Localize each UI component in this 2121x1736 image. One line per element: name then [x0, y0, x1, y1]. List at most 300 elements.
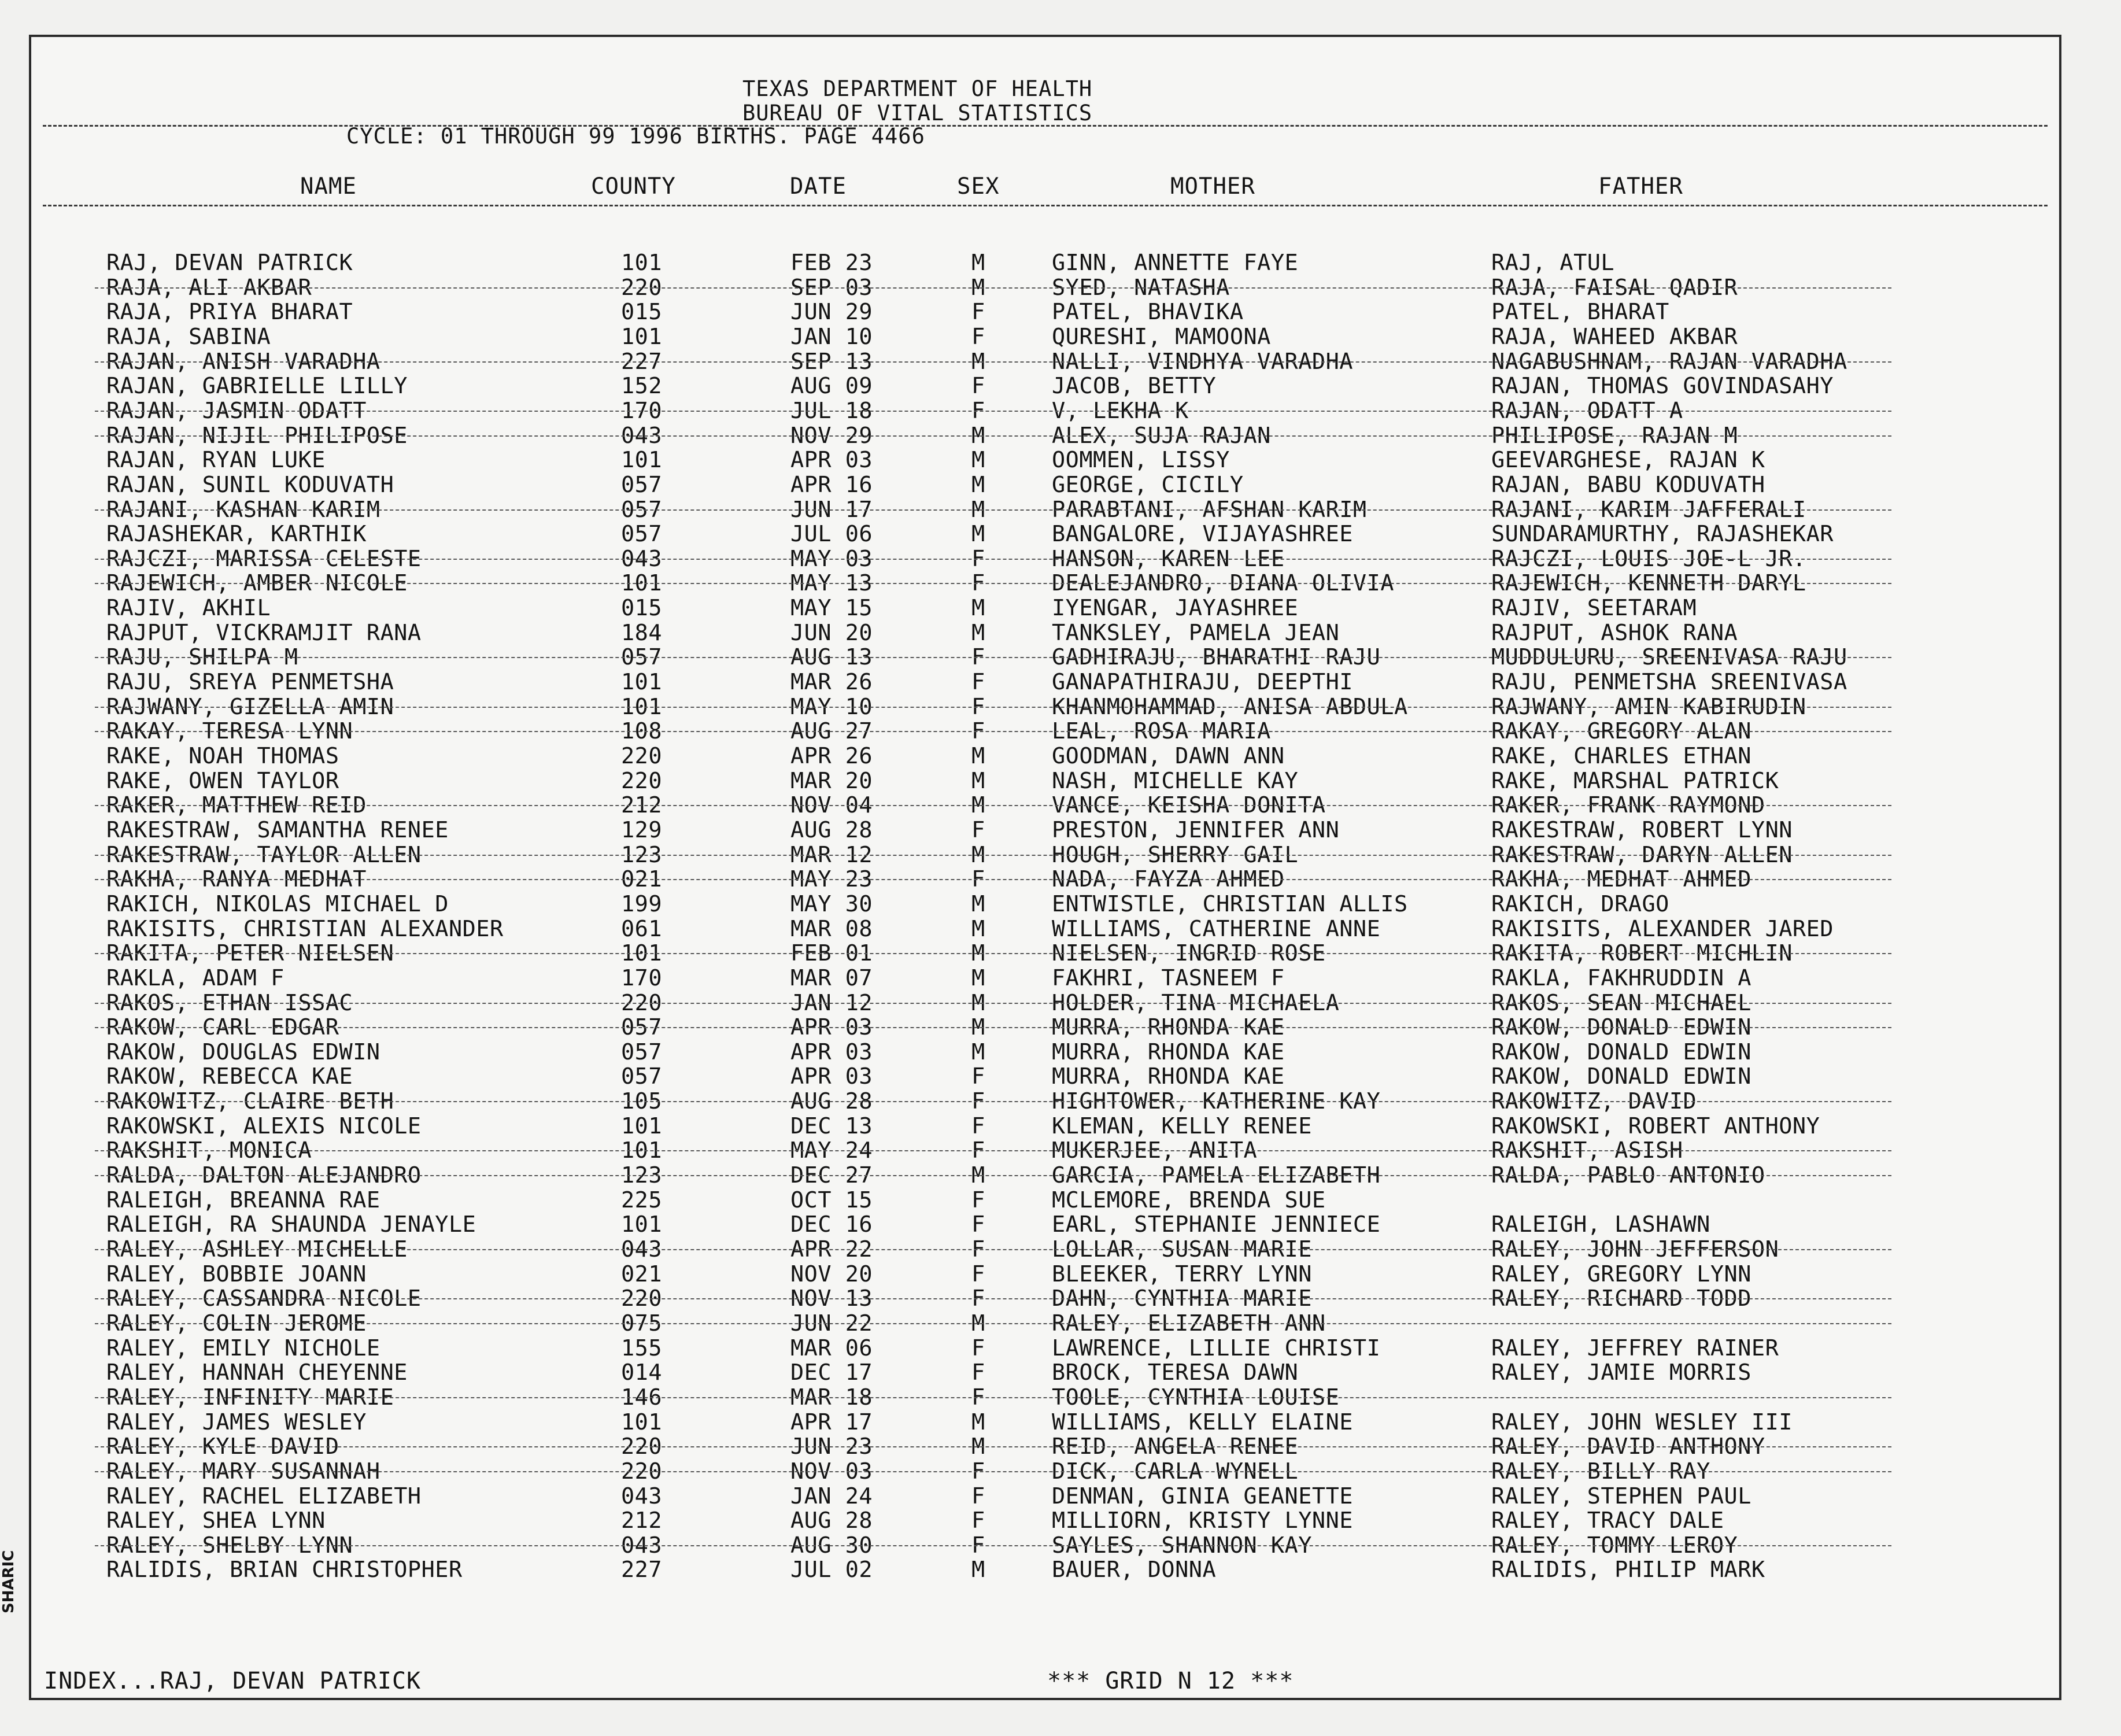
cell-name: RAKESTRAW, TAYLOR ALLEN [106, 841, 422, 868]
cell-father: RAKSHIT, ASISH [1491, 1137, 1683, 1164]
cell-mother: PATEL, BHAVIKA [1052, 299, 1244, 326]
cell-sex: F [971, 1113, 985, 1139]
cell-sex: M [971, 595, 985, 622]
table-row [31, 1039, 2059, 1064]
cell-name: RALEY, HANNAH CHEYENNE [106, 1360, 408, 1386]
cell-sex: F [971, 644, 985, 671]
cell-sex: F [971, 1187, 985, 1213]
cell-county: 057 [621, 496, 663, 523]
cell-date: NOV 03 [790, 1458, 873, 1484]
cell-mother: DAHN, CYNTHIA MARIE [1052, 1286, 1312, 1312]
cell-sex: M [971, 940, 985, 967]
cell-sex: F [971, 1335, 985, 1361]
cell-name: RAJASHEKAR, KARTHIK [106, 521, 367, 548]
cell-date: NOV 20 [790, 1261, 873, 1287]
table-row [31, 521, 2059, 546]
cell-county: 101 [621, 1409, 663, 1435]
cell-county: 146 [621, 1384, 663, 1410]
side-label: SHARIC [0, 1550, 17, 1613]
cell-date: NOV 29 [790, 422, 873, 449]
cell-sex: M [971, 250, 985, 276]
row-separator [95, 287, 1891, 289]
table-row [31, 275, 2059, 300]
cell-mother: BANGALORE, VIJAYASHREE [1052, 521, 1353, 548]
cell-county: 057 [621, 1039, 663, 1065]
cell-sex: F [971, 1261, 985, 1287]
cell-date: APR 17 [790, 1409, 873, 1435]
cell-sex: M [971, 841, 985, 868]
cell-mother: NADA, FAYZA AHMED [1052, 866, 1285, 893]
cell-mother: BLEEKER, TERRY LYNN [1052, 1261, 1312, 1287]
cell-father: RAJU, PENMETSHA SREENIVASA [1491, 669, 1847, 696]
table-row [31, 817, 2059, 842]
table-row [31, 1137, 2059, 1162]
cell-father: RAKESTRAW, ROBERT LYNN [1491, 817, 1793, 843]
cell-county: 212 [621, 792, 663, 819]
cell-date: JUN 29 [790, 299, 873, 326]
cell-sex: F [971, 1286, 985, 1312]
cell-county: 043 [621, 1236, 663, 1262]
cell-county: 220 [621, 767, 663, 794]
table-row [31, 718, 2059, 743]
cell-mother: IYENGAR, JAYASHREE [1052, 595, 1299, 622]
table-row [31, 1434, 2059, 1458]
cell-name: RALEY, CASSANDRA NICOLE [106, 1286, 422, 1312]
cell-mother: ENTWISTLE, CHRISTIAN ALLIS [1052, 891, 1408, 917]
cell-date: APR 03 [790, 1039, 873, 1065]
row-separator [95, 435, 1891, 437]
cell-father: RAJCZI, LOUIS JOE-L JR. [1491, 545, 1806, 572]
cell-father: RAJANI, KARIM JAFFERALI [1491, 496, 1806, 523]
cell-date: AUG 13 [790, 644, 873, 671]
table-row [31, 595, 2059, 620]
cell-mother: BAUER, DONNA [1052, 1557, 1217, 1583]
row-separator [95, 707, 1891, 708]
table-row [31, 1014, 2059, 1039]
cell-date: AUG 27 [790, 718, 873, 745]
cell-father: RAKE, MARSHAL PATRICK [1491, 767, 1779, 794]
cell-mother: HOLDER, TINA MICHAELA [1052, 989, 1340, 1016]
cell-county: 015 [621, 595, 663, 622]
row-separator [95, 879, 1891, 880]
table-row [31, 743, 2059, 768]
row-separator [95, 1249, 1891, 1250]
cell-date: APR 16 [790, 471, 873, 498]
row-separator [95, 1027, 1891, 1028]
cell-name: RALEY, COLIN JEROME [106, 1310, 367, 1336]
cell-name: RAJANI, KASHAN KARIM [106, 496, 380, 523]
table-row [31, 1335, 2059, 1360]
cell-date: APR 03 [790, 1063, 873, 1090]
cell-father: RAKESTRAW, DARYN ALLEN [1491, 841, 1793, 868]
cell-father: RALEY, JOHN JEFFERSON [1491, 1236, 1779, 1262]
table-row [31, 472, 2059, 497]
table-row [31, 570, 2059, 595]
table-row [31, 546, 2059, 571]
cell-date: AUG 30 [790, 1532, 873, 1558]
cell-name: RAKITA, PETER NIELSEN [106, 940, 394, 967]
cell-mother: FAKHRI, TASNEEM F [1052, 965, 1285, 991]
table-row [31, 1211, 2059, 1236]
cell-county: 043 [621, 422, 663, 449]
table-row [31, 423, 2059, 448]
cell-father: RAKAY, GREGORY ALAN [1491, 718, 1752, 745]
cell-county: 212 [621, 1508, 663, 1534]
cell-mother: MURRA, RHONDA KAE [1052, 1063, 1285, 1090]
cell-mother: MILLIORN, KRISTY LYNNE [1052, 1508, 1353, 1534]
cell-sex: M [971, 521, 985, 548]
cell-date: OCT 15 [790, 1187, 873, 1213]
cell-name: RALDA, DALTON ALEJANDRO [106, 1162, 422, 1189]
cell-name: RAJA, ALI AKBAR [106, 274, 312, 301]
cell-sex: F [971, 1508, 985, 1534]
cell-mother: GANAPATHIRAJU, DEEPTHI [1052, 669, 1353, 696]
cell-name: RAKHA, RANYA MEDHAT [106, 866, 367, 893]
cell-date: APR 03 [790, 1014, 873, 1041]
cell-name: RAKICH, NIKOLAS MICHAEL D [106, 891, 449, 917]
cell-father: RAKOW, DONALD EDWIN [1491, 1039, 1752, 1065]
table-row [31, 916, 2059, 941]
cell-sex: M [971, 447, 985, 474]
table-row [31, 694, 2059, 719]
cell-mother: PRESTON, JENNIFER ANN [1052, 817, 1340, 843]
cell-name: RAJIV, AKHIL [106, 595, 271, 622]
cell-county: 043 [621, 545, 663, 572]
cell-mother: GADHIRAJU, BHARATHI RAJU [1052, 644, 1381, 671]
table-row [31, 447, 2059, 472]
cell-sex: M [971, 891, 985, 917]
row-separator [95, 1150, 1891, 1151]
table-row [31, 842, 2059, 867]
cell-sex: M [971, 743, 985, 769]
index-footer: INDEX...RAJ, DEVAN PATRICK [44, 1668, 422, 1694]
cell-date: FEB 01 [790, 940, 873, 967]
cell-date: MAY 24 [790, 1137, 873, 1164]
cell-date: AUG 28 [790, 817, 873, 843]
column-header-divider [43, 205, 2048, 206]
cell-mother: SYED, NATASHA [1052, 274, 1230, 301]
cell-sex: F [971, 299, 985, 326]
table-row [31, 1162, 2059, 1187]
cell-county: 101 [621, 1137, 663, 1164]
col-header-mother: MOTHER [1170, 173, 1255, 200]
table-row [31, 1557, 2059, 1582]
row-separator [95, 657, 1891, 658]
cell-date: JUN 22 [790, 1310, 873, 1336]
cell-date: JUN 23 [790, 1434, 873, 1460]
cell-mother: KHANMOHAMMAD, ANISA ABDULA [1052, 693, 1408, 720]
table-row [31, 1261, 2059, 1286]
cell-sex: M [971, 422, 985, 449]
cell-sex: M [971, 496, 985, 523]
table-row [31, 299, 2059, 324]
cell-name: RALEY, INFINITY MARIE [106, 1384, 394, 1410]
cell-father: RALEY, JOHN WESLEY III [1491, 1409, 1793, 1435]
cell-sex: M [971, 619, 985, 646]
row-separator [95, 361, 1891, 363]
cell-name: RAJPUT, VICKRAMJIT RANA [106, 619, 422, 646]
cell-name: RAKOWSKI, ALEXIS NICOLE [106, 1113, 422, 1139]
col-header-county: COUNTY [591, 173, 676, 200]
cell-sex: M [971, 965, 985, 991]
cell-county: 220 [621, 1458, 663, 1484]
cell-sex: F [971, 570, 985, 597]
cell-mother: QURESHI, MAMOONA [1052, 323, 1271, 350]
cell-mother: LEAL, ROSA MARIA [1052, 718, 1271, 745]
table-row [31, 349, 2059, 374]
cell-county: 043 [621, 1532, 663, 1558]
cell-county: 123 [621, 841, 663, 868]
cell-mother: V, LEKHA K [1052, 397, 1189, 424]
row-separator [95, 1101, 1891, 1102]
cell-date: JUL 18 [790, 397, 873, 424]
cell-mother: GEORGE, CICILY [1052, 471, 1244, 498]
cell-father: RALEY, GREGORY LYNN [1491, 1261, 1752, 1287]
cell-date: MAY 23 [790, 866, 873, 893]
col-header-date: DATE [790, 173, 847, 200]
row-separator [95, 583, 1891, 584]
cell-sex: F [971, 545, 985, 572]
cell-county: 057 [621, 644, 663, 671]
cell-date: DEC 13 [790, 1113, 873, 1139]
cell-county: 057 [621, 471, 663, 498]
cell-father: RAJPUT, ASHOK RANA [1491, 619, 1738, 646]
cell-date: NOV 04 [790, 792, 873, 819]
cell-mother: MURRA, RHONDA KAE [1052, 1014, 1285, 1041]
cell-date: DEC 17 [790, 1360, 873, 1386]
cell-father: RAKER, FRANK RAYMOND [1491, 792, 1765, 819]
row-separator [95, 411, 1891, 412]
cell-name: RAKSHIT, MONICA [106, 1137, 312, 1164]
cell-father: RAJWANY, AMIN KABIRUDIN [1491, 693, 1806, 720]
cell-father: RALEY, BILLY RAY [1491, 1458, 1710, 1484]
table-row [31, 990, 2059, 1015]
cell-sex: F [971, 397, 985, 424]
cell-name: RALEY, SHEA LYNN [106, 1508, 326, 1534]
cell-mother: TOOLE, CYNTHIA LOUISE [1052, 1384, 1340, 1410]
cell-county: 015 [621, 299, 663, 326]
cell-county: 021 [621, 1261, 663, 1287]
cell-sex: F [971, 1211, 985, 1238]
cell-father: SUNDARAMURTHY, RAJASHEKAR [1491, 521, 1834, 548]
cell-father: RAJAN, ODATT A [1491, 397, 1683, 424]
cell-name: RAKESTRAW, SAMANTHA RENEE [106, 817, 449, 843]
table-row [31, 1113, 2059, 1138]
cell-father: RAJEWICH, KENNETH DARYL [1491, 570, 1806, 597]
cell-mother: LAWRENCE, LILLIE CHRISTI [1052, 1335, 1381, 1361]
cell-date: JAN 24 [790, 1483, 873, 1509]
cell-name: RALEY, ASHLEY MICHELLE [106, 1236, 408, 1262]
cell-mother: DEALEJANDRO, DIANA OLIVIA [1052, 570, 1394, 597]
cell-name: RAJAN, GABRIELLE LILLY [106, 373, 408, 400]
table-row [31, 940, 2059, 965]
cell-father: RAJIV, SEETARAM [1491, 595, 1697, 622]
row-separator [95, 559, 1891, 560]
cell-date: JUN 17 [790, 496, 873, 523]
table-row [31, 1236, 2059, 1261]
cell-date: FEB 23 [790, 250, 873, 276]
cell-father: RAJA, WAHEED AKBAR [1491, 323, 1738, 350]
cell-date: MAR 07 [790, 965, 873, 991]
grid-footer: *** GRID N 12 *** [1047, 1668, 1294, 1694]
cell-father: RAKHA, MEDHAT AHMED [1491, 866, 1752, 893]
cell-name: RAJA, SABINA [106, 323, 271, 350]
col-header-father: FATHER [1598, 173, 1683, 200]
cell-mother: LOLLAR, SUSAN MARIE [1052, 1236, 1312, 1262]
table-row [31, 1458, 2059, 1483]
cell-name: RAKE, OWEN TAYLOR [106, 767, 339, 794]
cell-name: RAJEWICH, AMBER NICOLE [106, 570, 408, 597]
cell-name: RAJU, SHILPA M [106, 644, 298, 671]
cell-father: RAKLA, FAKHRUDDIN A [1491, 965, 1752, 991]
table-row [31, 1187, 2059, 1212]
cell-date: JAN 12 [790, 989, 873, 1016]
cell-county: 227 [621, 348, 663, 375]
cell-name: RAJA, PRIYA BHARAT [106, 299, 353, 326]
cell-mother: OOMMEN, LISSY [1052, 447, 1230, 474]
cell-county: 220 [621, 1286, 663, 1312]
cell-date: JUN 20 [790, 619, 873, 646]
cell-county: 220 [621, 1434, 663, 1460]
cell-county: 199 [621, 891, 663, 917]
cell-county: 155 [621, 1335, 663, 1361]
cell-father: RALEY, JAMIE MORRIS [1491, 1360, 1752, 1386]
cell-county: 101 [621, 693, 663, 720]
table-row [31, 497, 2059, 522]
cell-father: RALIDIS, PHILIP MARK [1491, 1557, 1765, 1583]
cell-name: RALEIGH, RA SHAUNDA JENAYLE [106, 1211, 476, 1238]
table-row [31, 1286, 2059, 1310]
cell-father: RAKOWITZ, DAVID [1491, 1088, 1697, 1115]
table-row [31, 373, 2059, 398]
row-separator [95, 1397, 1891, 1398]
table-row [31, 768, 2059, 793]
cell-name: RAKISITS, CHRISTIAN ALEXANDER [106, 915, 504, 942]
row-separator [95, 1446, 1891, 1447]
cell-mother: NASH, MICHELLE KAY [1052, 767, 1299, 794]
cell-sex: M [971, 989, 985, 1016]
document-page [29, 35, 2061, 1700]
table-row [31, 1088, 2059, 1113]
cell-sex: M [971, 1409, 985, 1435]
cell-name: RAKOW, CARL EDGAR [106, 1014, 339, 1041]
cell-mother: MURRA, RHONDA KAE [1052, 1039, 1285, 1065]
cell-county: 108 [621, 718, 663, 745]
cell-name: RALEY, SHELBY LYNN [106, 1532, 353, 1558]
cell-sex: M [971, 915, 985, 942]
cell-date: MAR 20 [790, 767, 873, 794]
cell-date: JUL 02 [790, 1557, 873, 1583]
cell-name: RAJU, SREYA PENMETSHA [106, 669, 394, 696]
cell-sex: M [971, 1039, 985, 1065]
cell-sex: F [971, 1360, 985, 1386]
cell-sex: F [971, 693, 985, 720]
cell-county: 101 [621, 1211, 663, 1238]
report-title-line1: TEXAS DEPARTMENT OF HEALTH [742, 76, 1093, 101]
cell-mother: NIELSEN, INGRID ROSE [1052, 940, 1326, 967]
table-row [31, 1063, 2059, 1088]
cell-sex: M [971, 471, 985, 498]
cell-mother: DICK, CARLA WYNELL [1052, 1458, 1299, 1484]
cell-county: 170 [621, 965, 663, 991]
cell-mother: NALLI, VINDHYA VARADHA [1052, 348, 1353, 375]
cell-date: AUG 09 [790, 373, 873, 400]
cell-sex: F [971, 323, 985, 350]
cell-sex: F [971, 866, 985, 893]
cell-mother: WILLIAMS, KELLY ELAINE [1052, 1409, 1353, 1435]
cell-father: MUDDULURU, SREENIVASA RAJU [1491, 644, 1847, 671]
cell-father: NAGABUSHNAM, RAJAN VARADHA [1491, 348, 1847, 375]
cell-sex: F [971, 718, 985, 745]
cell-sex: F [971, 1236, 985, 1262]
cell-county: 101 [621, 669, 663, 696]
cell-date: JUL 06 [790, 521, 873, 548]
table-row [31, 1483, 2059, 1508]
cell-name: RALEY, MARY SUSANNAH [106, 1458, 380, 1484]
cell-sex: F [971, 373, 985, 400]
col-header-name: NAME [300, 173, 357, 200]
table-row [31, 1409, 2059, 1434]
cell-mother: HANSON, KAREN LEE [1052, 545, 1285, 572]
table-row [31, 250, 2059, 275]
cell-sex: F [971, 1532, 985, 1558]
cell-county: 220 [621, 989, 663, 1016]
cell-name: RALEY, BOBBIE JOANN [106, 1261, 367, 1287]
table-row [31, 1360, 2059, 1384]
cell-county: 101 [621, 570, 663, 597]
cell-mother: REID, ANGELA RENEE [1052, 1434, 1299, 1460]
cell-sex: F [971, 817, 985, 843]
cell-name: RAKOS, ETHAN ISSAC [106, 989, 353, 1016]
table-row [31, 669, 2059, 694]
cell-name: RALEY, JAMES WESLEY [106, 1409, 367, 1435]
cell-father: RAKOW, DONALD EDWIN [1491, 1014, 1752, 1041]
row-separator [95, 805, 1891, 806]
cell-mother: VANCE, KEISHA DONITA [1052, 792, 1326, 819]
row-separator [95, 1323, 1891, 1324]
cell-sex: M [971, 1014, 985, 1041]
cell-date: MAY 30 [790, 891, 873, 917]
cell-father: RAJ, ATUL [1491, 250, 1615, 276]
cell-sex: F [971, 1483, 985, 1509]
col-header-sex: SEX [957, 173, 1000, 200]
cell-county: 101 [621, 447, 663, 474]
cell-sex: M [971, 792, 985, 819]
cell-father: PATEL, BHARAT [1491, 299, 1669, 326]
cell-name: RAKOW, DOUGLAS EDWIN [106, 1039, 380, 1065]
cell-date: DEC 27 [790, 1162, 873, 1189]
cell-county: 184 [621, 619, 663, 646]
cell-county: 105 [621, 1088, 663, 1115]
cell-father: RAKOW, DONALD EDWIN [1491, 1063, 1752, 1090]
cell-sex: F [971, 1384, 985, 1410]
cell-father: RALEY, DAVID ANTHONY [1491, 1434, 1765, 1460]
cell-mother: GARCIA, PAMELA ELIZABETH [1052, 1162, 1381, 1189]
cell-father: RAKITA, ROBERT MICHLIN [1491, 940, 1793, 967]
table-row [31, 1384, 2059, 1409]
cycle-line: CYCLE: 01 THROUGH 99 1996 BIRTHS. PAGE 4466 [346, 124, 925, 149]
report-title-line2: BUREAU OF VITAL STATISTICS [742, 101, 1093, 125]
cell-sex: F [971, 1137, 985, 1164]
cell-date: MAY 10 [790, 693, 873, 720]
cell-father: RALEIGH, LASHAWN [1491, 1211, 1710, 1238]
cell-sex: F [971, 1088, 985, 1115]
cell-mother: MUKERJEE, ANITA [1052, 1137, 1258, 1164]
table-row [31, 891, 2059, 916]
cell-county: 101 [621, 250, 663, 276]
table-row [31, 398, 2059, 423]
cell-name: RAKE, NOAH THOMAS [106, 743, 339, 769]
